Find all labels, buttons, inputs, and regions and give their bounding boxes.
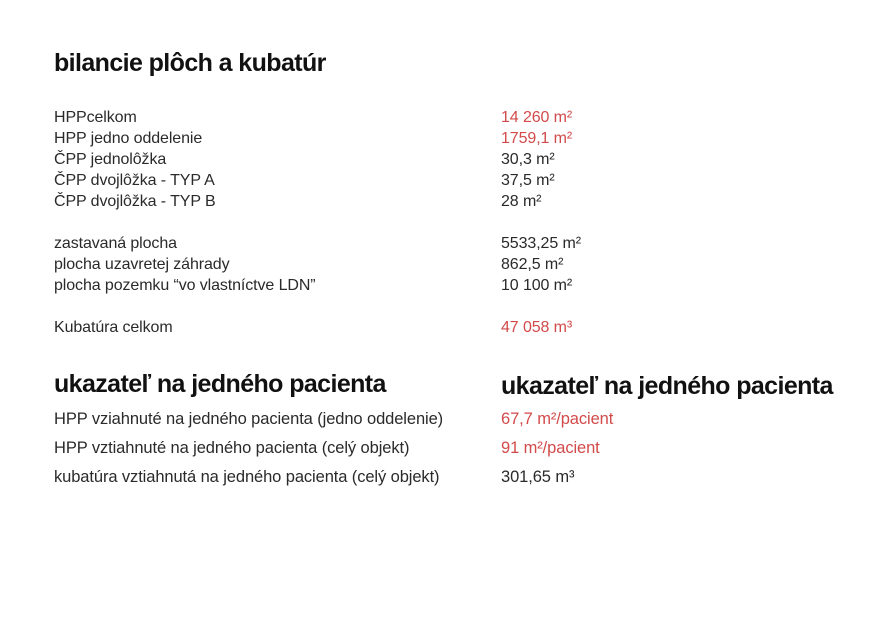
row-label: ČPP jednolôžka — [54, 151, 167, 168]
table-row — [0, 150, 894, 172]
section-title-bilancie: bilancie plôch a kubatúr — [54, 49, 326, 77]
section-title-ukazatel: ukazateľ na jedného pacienta — [54, 370, 386, 398]
row-label: HPPcelkom — [54, 109, 137, 126]
table-row — [0, 438, 894, 460]
table-row — [0, 234, 894, 256]
row-value: 10 100 m² — [501, 277, 573, 294]
row-label: HPP vztiahnuté na jedného pacienta (celý objekt) — [54, 439, 410, 457]
table-row — [0, 129, 894, 151]
row-label: kubatúra vztiahnutá na jedného pacienta (celý objekt) — [54, 468, 440, 486]
row-value: 28 m² — [501, 193, 542, 210]
row-value: 1759,1 m² — [501, 130, 573, 147]
table-row — [0, 192, 894, 214]
row-value: 67,7 m²/pacient — [501, 410, 614, 428]
row-value: 37,5 m² — [501, 172, 555, 189]
table-row — [0, 409, 894, 431]
row-value: 862,5 m² — [501, 256, 564, 273]
section-title-ukazatel-duplicate: ukazateľ na jedného pacienta — [501, 372, 833, 400]
row-value: 14 260 m² — [501, 109, 573, 126]
row-value: 91 m²/pacient — [501, 439, 600, 457]
row-label: HPP vziahnuté na jedného pacienta (jedno oddelenie) — [54, 410, 444, 428]
table-row — [0, 276, 894, 298]
row-label: zastavaná plocha — [54, 235, 177, 252]
row-label: plocha pozemku “vo vlastníctve LDN” — [54, 277, 316, 294]
row-label: Kubatúra celkom — [54, 319, 173, 336]
row-value: 5533,25 m² — [501, 235, 581, 252]
row-value: 47 058 m³ — [501, 319, 573, 336]
row-value: 30,3 m² — [501, 151, 555, 168]
table-row — [0, 467, 894, 489]
row-label: ČPP dvojlôžka - TYP B — [54, 193, 216, 210]
table-row — [0, 171, 894, 193]
table-row — [0, 318, 894, 340]
table-row — [0, 255, 894, 277]
table-row — [0, 108, 894, 130]
row-label: ČPP dvojlôžka - TYP A — [54, 172, 215, 189]
row-value: 301,65 m³ — [501, 468, 575, 486]
row-label: plocha uzavretej záhrady — [54, 256, 230, 273]
row-label: HPP jedno oddelenie — [54, 130, 203, 147]
